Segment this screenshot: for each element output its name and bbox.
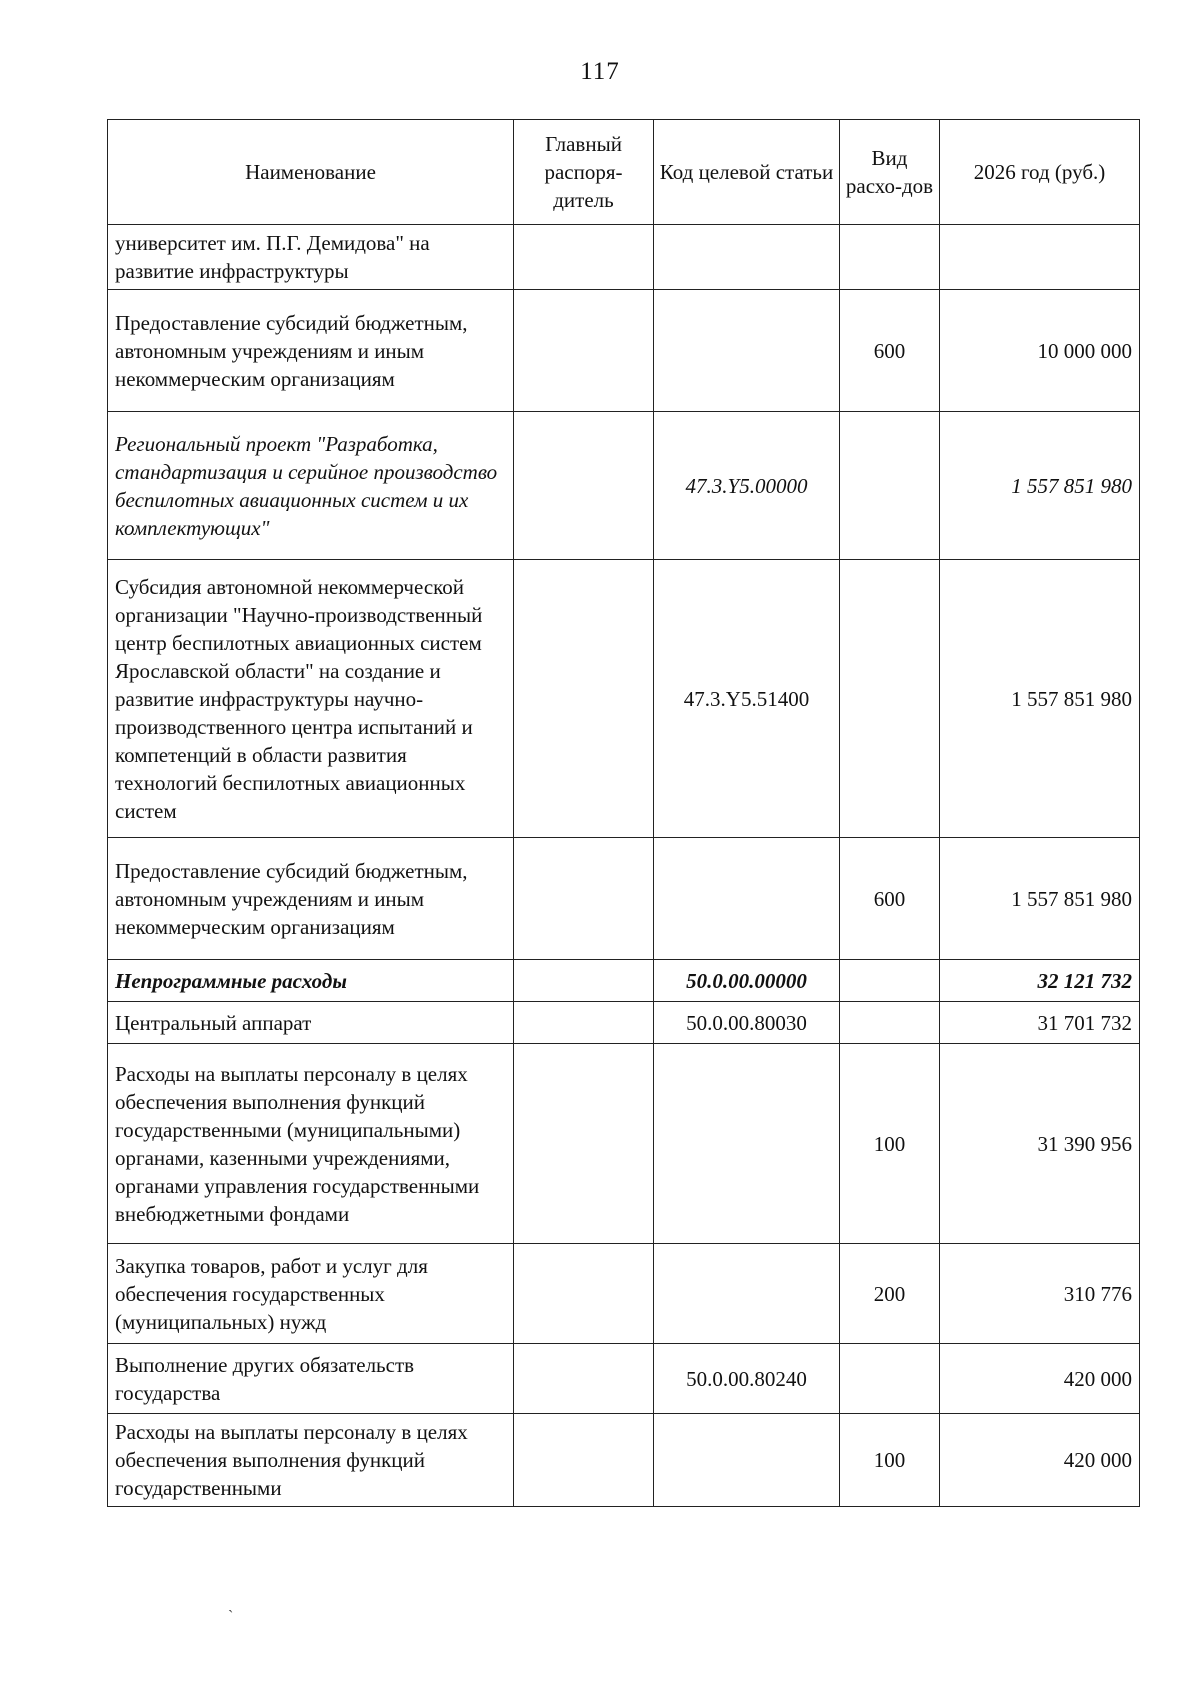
row-amount-cell: 310 776	[940, 1244, 1140, 1344]
row-code-cell	[654, 225, 840, 290]
row-manager-cell	[514, 1002, 654, 1044]
row-code-cell: 50.0.00.80240	[654, 1344, 840, 1414]
row-kind-cell	[840, 960, 940, 1002]
row-code-cell	[654, 290, 840, 412]
header-amount: 2026 год (руб.)	[940, 120, 1140, 225]
table-row	[108, 560, 1140, 838]
row-kind-cell	[840, 1344, 940, 1414]
table-row	[108, 1344, 1140, 1414]
header-name: Наименование	[108, 120, 514, 225]
row-manager-cell	[514, 1044, 654, 1244]
row-code-cell	[654, 1414, 840, 1507]
row-code-cell	[654, 1044, 840, 1244]
row-code-cell: 47.3.Y5.00000	[654, 412, 840, 560]
header-row	[108, 120, 1140, 225]
row-kind-cell: 100	[840, 1414, 940, 1507]
row-manager-cell	[514, 960, 654, 1002]
row-code-cell	[654, 838, 840, 960]
row-name-cell: Непрограммные расходы	[108, 960, 514, 1002]
page-number: 117	[580, 58, 620, 85]
row-kind-cell	[840, 560, 940, 838]
row-manager-cell	[514, 560, 654, 838]
table-row	[108, 225, 1140, 290]
row-name-cell: Расходы на выплаты персоналу в целях обеспечения выполнения функций государственными (муниципальными) органами, казенными учреждениями, органами управления государственными внебюджетными фондами	[108, 1044, 514, 1244]
table-row	[108, 1044, 1140, 1244]
row-code-cell: 50.0.00.80030	[654, 1002, 840, 1044]
table-row	[108, 412, 1140, 560]
row-manager-cell	[514, 1344, 654, 1414]
row-kind-cell: 100	[840, 1044, 940, 1244]
row-amount-cell: 1 557 851 980	[940, 560, 1140, 838]
table-row	[108, 290, 1140, 412]
row-name-cell: Закупка товаров, работ и услуг для обеспечения государственных (муниципальных) нужд	[108, 1244, 514, 1344]
row-kind-cell: 600	[840, 838, 940, 960]
row-manager-cell	[514, 1244, 654, 1344]
row-name-cell: Расходы на выплаты персоналу в целях обеспечения выполнения функций государственными	[108, 1414, 514, 1507]
table-row	[108, 838, 1140, 960]
row-name-cell: университет им. П.Г. Демидова" на развитие инфраструктуры	[108, 225, 514, 290]
row-name-cell: Выполнение других обязательств государства	[108, 1344, 514, 1414]
row-kind-cell	[840, 412, 940, 560]
row-name-cell: Центральный аппарат	[108, 1002, 514, 1044]
table-row	[108, 960, 1140, 1002]
header-manager: Главный распоря-дитель	[514, 120, 654, 225]
table-body	[108, 225, 1140, 1507]
row-code-cell	[654, 1244, 840, 1344]
row-manager-cell	[514, 290, 654, 412]
budget-table	[107, 119, 1140, 1507]
row-name-cell: Предоставление субсидий бюджетным, автономным учреждениям и иным некоммерческим организациям	[108, 290, 514, 412]
row-amount-cell: 1 557 851 980	[940, 412, 1140, 560]
row-amount-cell: 420 000	[940, 1344, 1140, 1414]
row-name-cell: Предоставление субсидий бюджетным, автономным учреждениям и иным некоммерческим организациям	[108, 838, 514, 960]
footer-mark: `	[228, 1608, 234, 1625]
header-code: Код целевой статьи	[654, 120, 840, 225]
row-name-cell: Региональный проект "Разработка, стандартизация и серийное производство беспилотных авиационных систем и их комплектующих"	[108, 412, 514, 560]
row-kind-cell	[840, 1002, 940, 1044]
row-code-cell: 50.0.00.00000	[654, 960, 840, 1002]
row-manager-cell	[514, 412, 654, 560]
row-manager-cell	[514, 838, 654, 960]
row-kind-cell: 200	[840, 1244, 940, 1344]
header-kind: Вид расхо-дов	[840, 120, 940, 225]
row-amount-cell	[940, 225, 1140, 290]
row-amount-cell: 420 000	[940, 1414, 1140, 1507]
row-amount-cell: 1 557 851 980	[940, 838, 1140, 960]
row-kind-cell: 600	[840, 290, 940, 412]
table-header	[108, 120, 1140, 225]
table-row	[108, 1244, 1140, 1344]
row-amount-cell: 31 390 956	[940, 1044, 1140, 1244]
row-kind-cell	[840, 225, 940, 290]
row-code-cell: 47.3.Y5.51400	[654, 560, 840, 838]
row-name-cell: Субсидия автономной некоммерческой организации "Научно-производственный центр беспилотных авиационных систем Ярославской области" на создание и развитие инфраструктуры научно-производственного центра испытаний и компетенций в области развития технологий беспилотных авиационных систем	[108, 560, 514, 838]
row-amount-cell: 31 701 732	[940, 1002, 1140, 1044]
table-row	[108, 1414, 1140, 1507]
table-row	[108, 1002, 1140, 1044]
row-amount-cell: 32 121 732	[940, 960, 1140, 1002]
row-manager-cell	[514, 225, 654, 290]
row-manager-cell	[514, 1414, 654, 1507]
row-amount-cell: 10 000 000	[940, 290, 1140, 412]
